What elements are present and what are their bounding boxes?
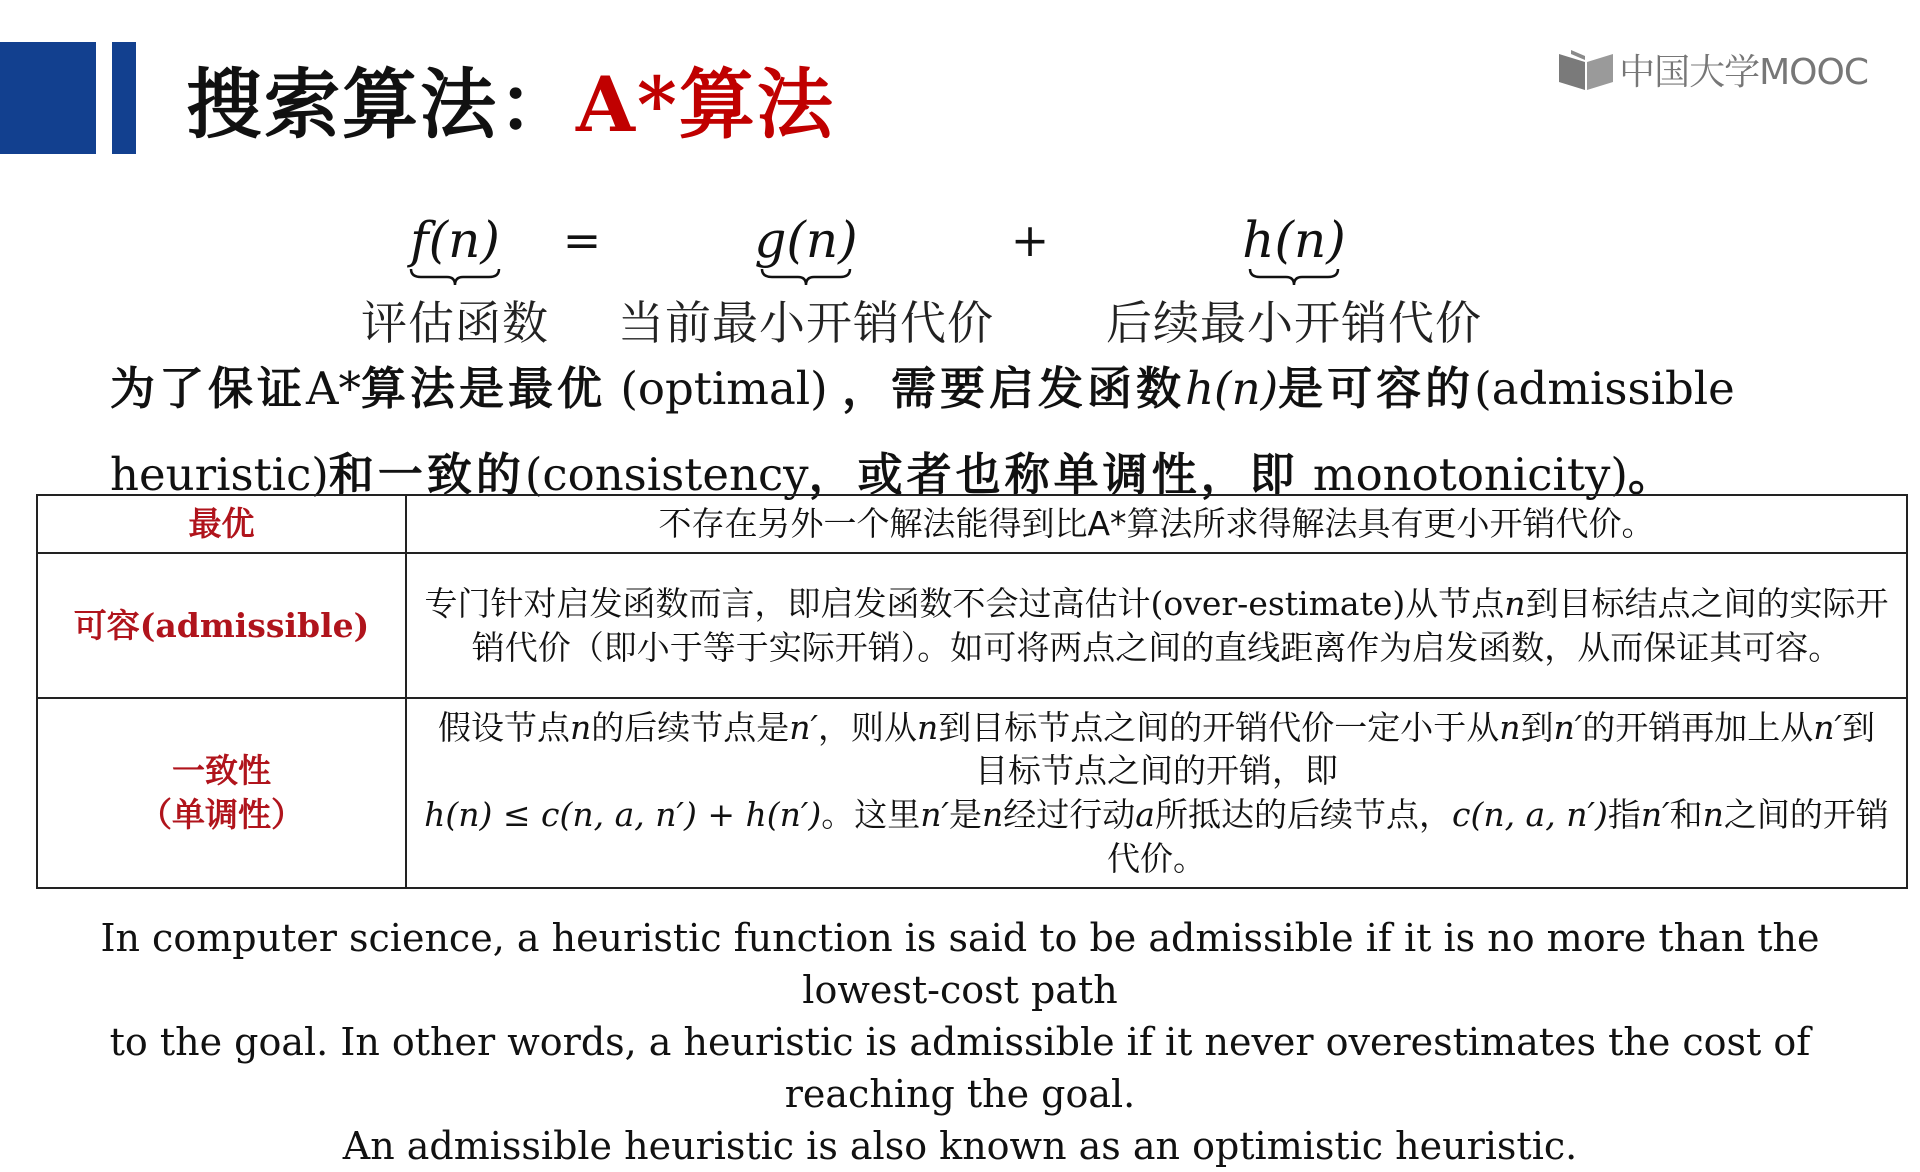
paragraph-line-2: heuristic)和一致的(consistency，或者也称单调性，即 monotonicity)。	[110, 448, 1677, 501]
table-row	[37, 553, 1907, 698]
title-main: 搜索算法：	[186, 59, 576, 149]
label-evaluation-function: 评估函数	[361, 296, 549, 350]
properties-table	[36, 494, 1908, 889]
term-consistency: 一致性 （单调性）	[37, 698, 406, 888]
label-current-cost: 当前最小开销代价	[618, 296, 994, 350]
title-accent-bar-thin	[112, 42, 136, 154]
underbrace-f	[409, 267, 501, 287]
paragraph-line-1: 为了保证A*算法是最优 (optimal) ，需要启发函数h(n)是可容的(admissible	[110, 362, 1735, 415]
consistency-inequality: h(n) ≤ c(n, a, n′) + h(n′)	[424, 795, 822, 834]
table-row	[37, 698, 1907, 888]
formula-f: f(n)	[410, 211, 500, 269]
formula-g: g(n)	[754, 211, 858, 269]
mooc-logo	[1557, 44, 1868, 95]
definition-optimal: 不存在另外一个解法能得到比A*算法所求得解法具有更小开销代价。	[406, 495, 1907, 553]
definition-consistency: 假设节点n的后续节点是n′，则从n到目标节点之间的开销代价一定小于从n到n′的开销再加上从n′到目标节点之间的开销，即 h(n) ≤ c(n, a, n′) + h(n′)。这里n′是n经过行动a所抵达的后续节点，c(n, a, n′)指n′和n之间的开销代价。	[406, 698, 1907, 888]
title-highlight: A*算法	[576, 59, 835, 149]
formula-h: h(n)	[1242, 211, 1346, 269]
term-optimal: 最优	[37, 495, 406, 553]
slide-title	[186, 40, 835, 156]
underbrace-g	[760, 267, 852, 287]
term-admissible: 可容(admissible)	[37, 553, 406, 698]
admissible-definition-quote: In computer science, a heuristic function is said to be admissible if it is no more than the lowest-cost path to the goal. In other words, a heuristic is admissible if it never overestimates the cost of reaching the goal. An admissible heuristic is also known as an optimistic heuristic.	[100, 916, 1820, 1168]
definition-admissible: 专门针对启发函数而言，即启发函数不会过高估计(over-estimate)从节点n到目标结点之间的实际开销代价（即小于等于实际开销）。如可将两点之间的直线距离作为启发函数，从而保证其可容。	[406, 553, 1907, 698]
label-future-cost: 后续最小开销代价	[1106, 296, 1482, 350]
mooc-book-icon	[1557, 48, 1615, 92]
logo-text: 中国大学MOOC	[1619, 52, 1868, 93]
formula-plus: +	[1010, 213, 1050, 267]
title-accent-bar	[0, 42, 96, 154]
underbrace-h	[1248, 267, 1340, 287]
evaluation-formula	[0, 205, 1920, 350]
table-row	[37, 495, 1907, 553]
formula-equals: =	[562, 213, 602, 267]
